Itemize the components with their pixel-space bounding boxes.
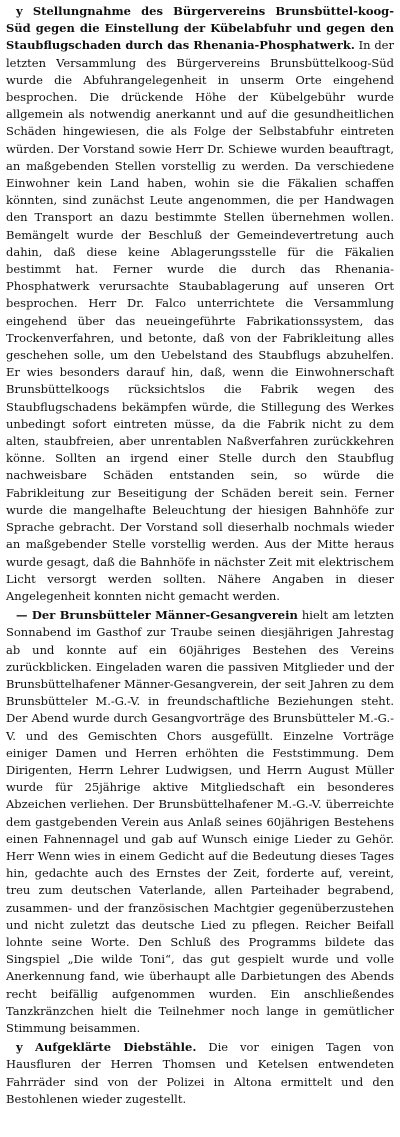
- article-gesangverein: [6, 607, 394, 1037]
- article-diebstaehle: [6, 1039, 394, 1108]
- article-body: Die vor einigen Tagen von Hausfluren der Herren Thomsen und Ketelsen entwendeten Fahrräder sind von der Polizei in Altona ermittelt und den Bestohlenen wieder zugestellt.: [6, 1040, 395, 1106]
- article-headline: y Stellungnahme des Bürgervereins Brunsbüttel-koog-Süd gegen die Einstellung der Kübelabfuhr und gegen den Staubflugschaden durch das Rhenania-Phosphatwerk.: [6, 4, 394, 53]
- article-body: hielt am letzten Sonnabend im Gasthof zur Traube seinen diesjährigen Jahrestag ab und konnte auf ein 60jähriges Bestehen des Vereins zurückblicken. Eingeladen waren die passiven Mitglieder und der Brunsbüttelhafener Männer-Gesangverein, der seit Jahren zu dem Brunsbütteler M.-G.-V. in freundschaftliche Beziehungen steht. Der Abend wurde durch Gesangvorträge des Brunsbütteler M.-G.-V. und des Gemischten Chors ausgefüllt. Einzelne Vorträge einiger Damen und Herren erhöhten die Feststimmung. Dem Dirigenten, Herrn Lehrer Ludwigsen, und Herrn August Müller wurde für 25jährige aktive Mitgliedschaft ein besonderes Abzeichen verliehen. Der Brunsbüttelhafener M.-G.-V. überreichte dem gastgebenden Verein aus Anlaß seines 60jährigen Bestehens einen Fahnennagel und gab auf Wunsch einige Lieder zu Gehör. Herr Wenn wies in einem Gedicht auf die Bedeutung dieses Tages hin, gedachte auch des Ernstes der Zeit, forderte auf, vereint, treu zum deutschen Vaterlande, allen Parteihader begrabend, zusammen- und der französischen Machtgier gegenüberzustehen und nicht zuletzt das deutsche Lied zu pflegen. Reicher Beifall lohnte seine Worte. Den Schluß des Programms bildete das Singspiel „Die wilde Toni“, das gut gespielt wurde und volle Anerkennung fand, wie überhaupt alle Darbietungen des Abends recht beifällig aufgenommen wurden. Ein anschließendes Tanzkränzchen hielt die Teilnehmer noch lange in gemütlicher Stimmung beisammen.: [6, 608, 394, 1035]
- article-buergerverein: [6, 3, 394, 605]
- article-headline: y Aufgeklärte Diebstähle.: [16, 1040, 197, 1055]
- article-headline: — Der Brunsbütteler Männer-Gesangverein: [16, 608, 298, 623]
- article-body: In der letzten Versammlung des Bürgervereins Brunsbüttelkoog-Süd wurde die Abfuhrangelegenheit in unserm Orte eingehend besprochen. Die drückende Höhe der Kübelgebühr wurde allgemein als notwendig anerkannt und auf die gesundheitlichen Schäden hingewiesen, die als Folge der Selbstabfuhr eintreten würden. Der Vorstand sowie Herr Dr. Schiewe wurden beauftragt, an maßgebenden Stellen vorstellig zu werden. Da verschiedene Einwohner kein Land haben, wohin sie die Fäkalien schaffen könnten, sind zunächst Leute angenommen, die per Handwagen den Transport an dazu bestimmte Stellen übernehmen wollen. Bemängelt wurde der Beschluß der Gemeindevertretung auch dahin, daß diese keine Ablagerungsstelle für die Fäkalien bestimmt hat. Ferner wurde die durch das Rhenania-Phosphatwerk verursachte Staubablagerung auf unseren Ort besprochen. Herr Dr. Falco unterrichtete die Versammlung eingehend über das neueingeführte Fabrikationssystem, das Trockenverfahren, und betonte, daß von der Fabrikleitung alles geschehen solle, um den Uebelstand des Staubflugs abzuhelfen. Er wies besonders darauf hin, daß, wenn die Einwohnerschaft Brunsbüttelkoogs rücksichtslos die Fabrik wegen des Staubflugschadens bekämpfen würde, die Stillegung des Werkes unbedingt sofort eintreten müsse, da die Fabrik nicht zu dem alten, staubfreien, aber unrentablen Naßverfahren zurückkehren könne. Sollten an irgend einer Stelle durch den Staubflug nachweisbare Schäden entstanden sein, so würde die Fabrikleitung zur Beseitigung der Schäden bereit sein. Ferner wurde die mangelhafte Beleuchtung der hiesigen Bahnhöfe zur Sprache gebracht. Der Vorstand soll dieserhalb nochmals wieder an maßgebender Stelle vorstellig werden. Aus der Mitte heraus wurde gesagt, daß die Bahnhöfe in nächster Zeit mit elektrischem Licht versorgt werden sollten. Nähere Angaben in dieser Angelegenheit konnten nicht gemacht werden.: [6, 38, 394, 603]
